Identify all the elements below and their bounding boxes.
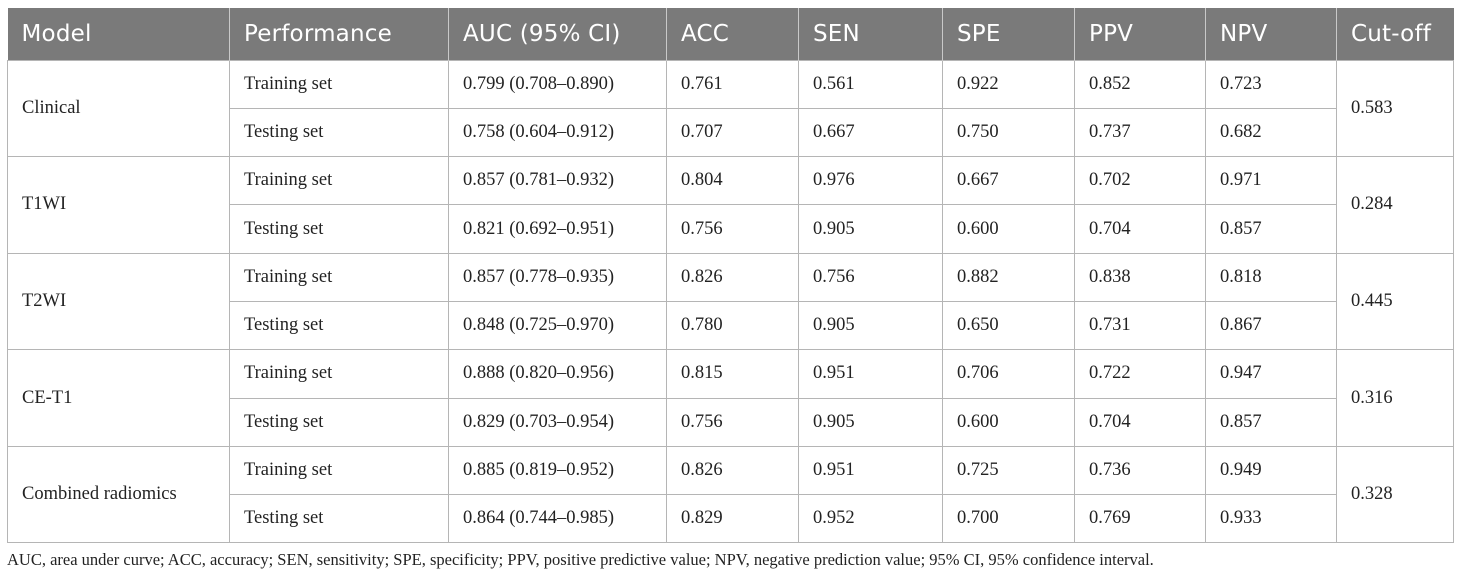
npv-cell: 0.933: [1206, 495, 1337, 543]
acc-cell: 0.804: [667, 157, 799, 205]
sen-cell: 0.667: [799, 108, 943, 156]
performance-cell: Testing set: [230, 301, 449, 349]
spe-cell: 0.750: [943, 108, 1075, 156]
spe-cell: 0.922: [943, 60, 1075, 108]
auc-cell: 0.758 (0.604–0.912): [449, 108, 667, 156]
sen-cell: 0.756: [799, 253, 943, 301]
sen-cell: 0.905: [799, 205, 943, 253]
spe-cell: 0.882: [943, 253, 1075, 301]
sen-cell: 0.951: [799, 350, 943, 398]
acc-cell: 0.756: [667, 205, 799, 253]
performance-cell: Testing set: [230, 205, 449, 253]
auc-cell: 0.864 (0.744–0.985): [449, 495, 667, 543]
header-model: Model: [8, 8, 230, 60]
npv-cell: 0.949: [1206, 446, 1337, 494]
acc-cell: 0.707: [667, 108, 799, 156]
ppv-cell: 0.736: [1075, 446, 1206, 494]
table-row: [8, 350, 1454, 398]
auc-cell: 0.829 (0.703–0.954): [449, 398, 667, 446]
auc-cell: 0.799 (0.708–0.890): [449, 60, 667, 108]
header-row: [8, 8, 1454, 60]
spe-cell: 0.600: [943, 205, 1075, 253]
spe-cell: 0.725: [943, 446, 1075, 494]
header-auc: AUC (95% CI): [449, 8, 667, 60]
auc-cell: 0.857 (0.778–0.935): [449, 253, 667, 301]
cutoff-cell: 0.328: [1337, 446, 1454, 543]
ppv-cell: 0.731: [1075, 301, 1206, 349]
model-cell: T2WI: [8, 253, 230, 350]
performance-cell: Testing set: [230, 398, 449, 446]
table-body: [8, 60, 1454, 543]
sen-cell: 0.952: [799, 495, 943, 543]
acc-cell: 0.756: [667, 398, 799, 446]
performance-cell: Training set: [230, 157, 449, 205]
table-footnote: AUC, area under curve; ACC, accuracy; SEN, sensitivity; SPE, specificity; PPV, positive predictive value; NPV, negative prediction value; 95% CI, 95% confidence interval.: [7, 550, 1154, 569]
header-performance: Performance: [230, 8, 449, 60]
sen-cell: 0.951: [799, 446, 943, 494]
results-table-container: [7, 8, 1453, 543]
ppv-cell: 0.769: [1075, 495, 1206, 543]
auc-cell: 0.857 (0.781–0.932): [449, 157, 667, 205]
auc-cell: 0.848 (0.725–0.970): [449, 301, 667, 349]
acc-cell: 0.815: [667, 350, 799, 398]
table-row: [8, 60, 1454, 108]
auc-cell: 0.885 (0.819–0.952): [449, 446, 667, 494]
ppv-cell: 0.704: [1075, 205, 1206, 253]
table-row: [8, 446, 1454, 494]
model-cell: Combined radiomics: [8, 446, 230, 543]
cutoff-cell: 0.445: [1337, 253, 1454, 350]
ppv-cell: 0.722: [1075, 350, 1206, 398]
model-cell: CE-T1: [8, 350, 230, 447]
header-npv: NPV: [1206, 8, 1337, 60]
header-cutoff: Cut-off: [1337, 8, 1454, 60]
acc-cell: 0.829: [667, 495, 799, 543]
ppv-cell: 0.702: [1075, 157, 1206, 205]
performance-cell: Training set: [230, 60, 449, 108]
performance-cell: Training set: [230, 253, 449, 301]
npv-cell: 0.857: [1206, 398, 1337, 446]
performance-cell: Testing set: [230, 108, 449, 156]
sen-cell: 0.905: [799, 301, 943, 349]
npv-cell: 0.818: [1206, 253, 1337, 301]
spe-cell: 0.650: [943, 301, 1075, 349]
acc-cell: 0.780: [667, 301, 799, 349]
table-row: [8, 253, 1454, 301]
ppv-cell: 0.704: [1075, 398, 1206, 446]
model-performance-table: [7, 8, 1454, 543]
cutoff-cell: 0.284: [1337, 157, 1454, 254]
spe-cell: 0.667: [943, 157, 1075, 205]
model-cell: T1WI: [8, 157, 230, 254]
performance-cell: Training set: [230, 446, 449, 494]
cutoff-cell: 0.316: [1337, 350, 1454, 447]
spe-cell: 0.700: [943, 495, 1075, 543]
header-acc: ACC: [667, 8, 799, 60]
model-cell: Clinical: [8, 60, 230, 157]
ppv-cell: 0.852: [1075, 60, 1206, 108]
npv-cell: 0.971: [1206, 157, 1337, 205]
header-spe: SPE: [943, 8, 1075, 60]
npv-cell: 0.682: [1206, 108, 1337, 156]
header-sen: SEN: [799, 8, 943, 60]
sen-cell: 0.561: [799, 60, 943, 108]
npv-cell: 0.857: [1206, 205, 1337, 253]
cutoff-cell: 0.583: [1337, 60, 1454, 157]
acc-cell: 0.761: [667, 60, 799, 108]
auc-cell: 0.821 (0.692–0.951): [449, 205, 667, 253]
performance-cell: Testing set: [230, 495, 449, 543]
npv-cell: 0.947: [1206, 350, 1337, 398]
header-ppv: PPV: [1075, 8, 1206, 60]
spe-cell: 0.600: [943, 398, 1075, 446]
npv-cell: 0.723: [1206, 60, 1337, 108]
acc-cell: 0.826: [667, 253, 799, 301]
spe-cell: 0.706: [943, 350, 1075, 398]
ppv-cell: 0.838: [1075, 253, 1206, 301]
performance-cell: Training set: [230, 350, 449, 398]
sen-cell: 0.905: [799, 398, 943, 446]
table-row: [8, 157, 1454, 205]
sen-cell: 0.976: [799, 157, 943, 205]
ppv-cell: 0.737: [1075, 108, 1206, 156]
acc-cell: 0.826: [667, 446, 799, 494]
table-header: [8, 8, 1454, 60]
npv-cell: 0.867: [1206, 301, 1337, 349]
auc-cell: 0.888 (0.820–0.956): [449, 350, 667, 398]
